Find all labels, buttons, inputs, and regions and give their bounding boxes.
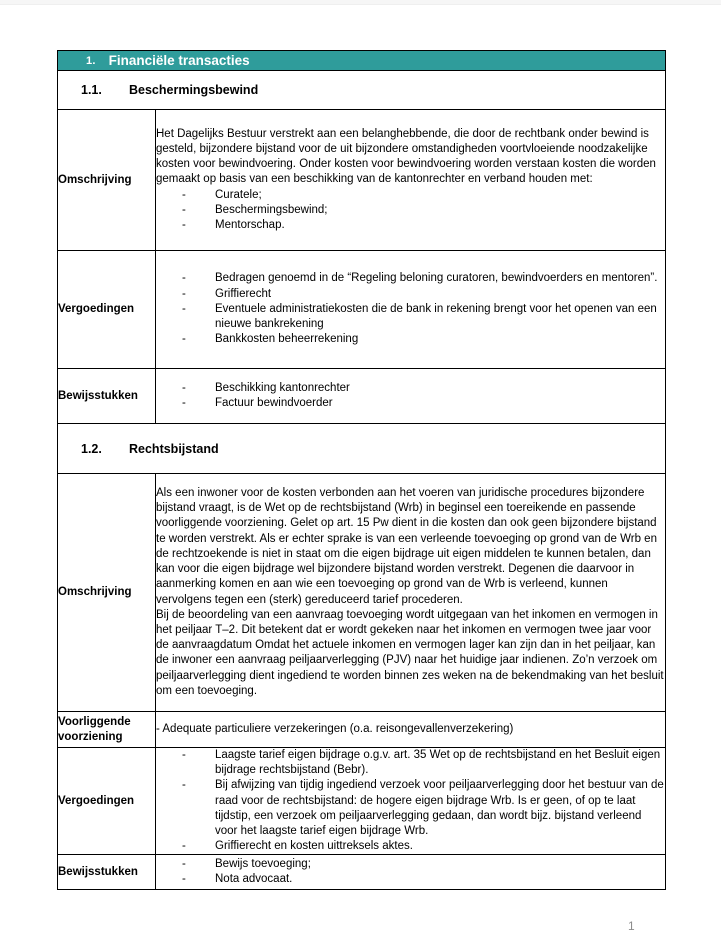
page-number: 1 [628, 919, 635, 933]
list-item [182, 778, 665, 839]
list-item [182, 396, 665, 411]
list-item [182, 188, 665, 203]
list-item-text: - Laagste tarief eigen bijdrage o.g.v. art. 35 Wet op de rechtsbijstand en het Besluit eigen bijdrage rechtsbijstand (Bebr). [215, 749, 661, 777]
subsection-heading-row [58, 71, 666, 110]
list-item-text: - Griffierecht [215, 287, 272, 300]
list-item-text: - Mentorschap. [215, 219, 285, 231]
chapter-title-bar [58, 51, 666, 71]
row-content-voorliggende-voorziening [156, 712, 666, 748]
list-item-text: - Bij afwijzing van tijdig ingediend verzoek voor peiljaarverlegging door het bestuur van de raad voor de rechtsbijstand: de hogere eigen bijdrage Wrb. Is er geen, of op te laat tijdstip, een verzoek om peiljaarverlegging gedaan, dan wordt bijz. bijstand verleend voor het laagste tarief eigen bijdrage Wrb. [215, 779, 664, 838]
dash-list [156, 381, 665, 411]
list-item [182, 857, 665, 872]
subsection-number: 1.1. [81, 83, 102, 97]
description-paragraph: Als een inwoner voor de kosten verbonden aan het voeren van juridische procedures bijzondere bijstand vraagt, is de Wet op de rechtsbijstand (Wrb) in beginsel een toereikende en passende voorliggende voorziening. Gelet op art. 15 Pw dient in die kosten dan ook geen bijzondere bijstand te worden verstrekt. Als er echter sprake is van een verleende toevoeging op grond van de Wrb en de rechtzoekende is niet in staat om die eigen bijdrage uit eigen middelen te kunnen betalen, dan kan voor die eigen bijdrage wel bijzondere bijstand worden verstrekt. Degenen die daarvoor in aanmerking komen en aan wie een toevoeging op grond van de Wrb is verleend, kunnen vervolgens tegen een (sterk) gereduceerd tarief procederen. [156, 487, 657, 606]
list-item [182, 218, 665, 233]
subsection-number: 1.2. [81, 441, 102, 456]
subsection-heading-row [58, 424, 666, 474]
list-item-text: - Beschikking kantonrechter [215, 381, 350, 394]
table-row [58, 748, 666, 855]
dash-list [156, 857, 665, 887]
row-label-bewijsstukken: Bewijsstukken [58, 369, 156, 424]
list-item [182, 271, 665, 286]
list-item-text: - Eventuele administratiekosten die de bank in rekening brengt voor het openen van een nieuwe bankrekening [215, 302, 657, 331]
row-content-bewijsstukken [156, 855, 666, 890]
list-item-text: - Bedragen genoemd in de “Regeling beloning curatoren, bewindvoerders en mentoren”. [215, 272, 658, 285]
row-content-vergoedingen [156, 251, 666, 369]
list-item-text: - Beschermingsbewind; [215, 203, 328, 216]
row-content-vergoedingen [156, 748, 666, 855]
list-item-text: - Factuur bewindvoerder [215, 397, 333, 409]
list-item-text: - Griffierecht en kosten uittreksels aktes. [215, 840, 413, 853]
chapter-title-row [58, 51, 666, 71]
table-row [58, 251, 666, 369]
table-row [58, 855, 666, 890]
row-label-bewijsstukken: Bewijsstukken [58, 855, 156, 890]
table-row [58, 474, 666, 712]
row-label-omschrijving: Omschrijving [58, 474, 156, 712]
row-label-omschrijving: Omschrijving [58, 110, 156, 251]
subsection-heading-1-1 [58, 71, 666, 110]
chapter-title: Financiële transacties [108, 53, 250, 68]
page-top-edge [0, 0, 721, 5]
subsection-title: Beschermingsbewind [129, 83, 259, 97]
row-content-omschrijving [156, 474, 666, 712]
row-content-bewijsstukken [156, 369, 666, 424]
subsection-title: Rechtsbijstand [129, 441, 219, 456]
dash-list [156, 271, 665, 347]
subsection-heading-1-2 [58, 424, 666, 474]
row-label-voorliggende-voorziening: Voorliggende voorziening [58, 712, 156, 748]
row-label-vergoedingen: Vergoedingen [58, 748, 156, 855]
table-row [58, 110, 666, 251]
description-paragraph: Bij de beoordeling van een aanvraag toevoeging wordt uitgegaan van het inkomen en vermogen in het peiljaar T–2. Dit betekent dat er wordt gekeken naar het inkomen en vermogen twee jaar voor de aanvraagdatum Omdat het actuele inkomen en vermogen lager kan zijn dan in het peiljaar, kan de inwoner een aanvraag peiljaarverlegging (PJV) naar het huidige jaar indienen. Zo’n verzoek om peiljaarverlegging dient ingediend te worden binnen zes weken na de bekendmaking van het besluit om een toevoeging. [156, 608, 664, 697]
list-item [182, 302, 665, 332]
chapter-number: 1. [86, 54, 96, 67]
list-item-text: - Bankkosten beheerrekening [215, 333, 359, 346]
row-label-vergoedingen: Vergoedingen [58, 251, 156, 369]
list-item [182, 872, 665, 887]
document-page [57, 50, 665, 890]
dash-list [156, 748, 665, 854]
benefits-table [57, 50, 666, 890]
table-row [58, 712, 666, 748]
list-item-text: - Nota advocaat. [215, 873, 293, 886]
list-item-text: - Curatele; [215, 188, 262, 201]
table-row [58, 369, 666, 424]
list-item-text: - Bewijs toevoeging; [215, 858, 311, 871]
row-content-omschrijving [156, 110, 666, 251]
provision-text: - Adequate particuliere verzekeringen (o.a. reisongevallenverzekering) [156, 722, 514, 735]
list-item [182, 839, 665, 854]
dash-list [156, 188, 665, 234]
list-item [182, 203, 665, 218]
list-item [182, 287, 665, 302]
list-item [182, 381, 665, 396]
list-item [182, 332, 665, 347]
list-item [182, 748, 665, 778]
description-paragraph: Het Dagelijks Bestuur verstrekt aan een belanghebbende, die door de rechtbank onder bewind is gesteld, bijzondere bijstand voor de uit bijzondere omstandigheden voortvloeiende noodzakelijke kosten voor bewindvoering. Onder kosten voor bewindvoering worden verstaan kosten die worden gemaakt op basis van een beschikking van de kantonrechter en verband houden met: [156, 127, 656, 186]
